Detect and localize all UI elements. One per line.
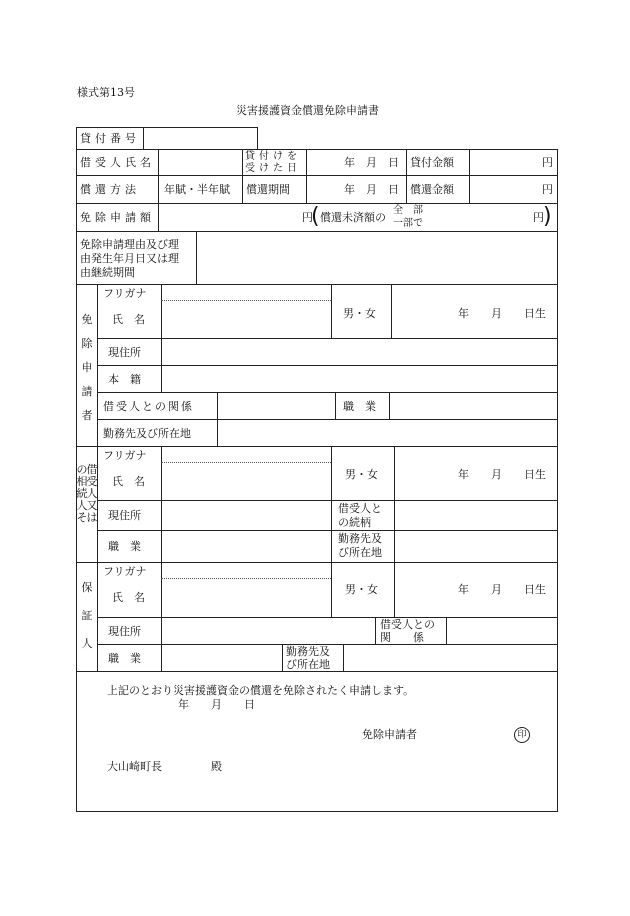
workplace-label-2: び所在地	[338, 546, 382, 559]
seal-icon: 印	[514, 727, 530, 743]
border	[375, 617, 376, 644]
applicant-side-label: 免除申請者	[81, 313, 93, 422]
all-label[interactable]: 全 部	[393, 205, 423, 216]
reason-label-1: 免除申請理由及び理	[80, 238, 179, 251]
repayment-method-label: 償還方法	[80, 183, 140, 196]
occupation-label: 職 業	[108, 652, 141, 665]
furigana-dotted-line	[161, 578, 331, 579]
form-title: 災害援護資金償還免除申請書	[236, 104, 379, 117]
furigana-label: フリガナ	[103, 449, 147, 462]
reason-label-3: 由継続期間	[80, 266, 135, 279]
gender-select[interactable]: 男・女	[345, 583, 378, 596]
workplace-label-2: び所在地	[286, 658, 330, 671]
workplace-label-1: 勤務先及	[286, 645, 330, 658]
statement: 上記のとおり災害援護資金の償還を免除されたく申請します。	[107, 684, 415, 697]
name-label: 氏 名	[112, 591, 145, 604]
name-label: 氏 名	[112, 475, 145, 488]
border	[76, 446, 557, 447]
border	[257, 127, 258, 150]
border	[282, 644, 283, 671]
yen-unit: 円	[533, 211, 544, 224]
address-label: 現住所	[108, 346, 141, 359]
loan-number-label: 貸付番号	[80, 132, 140, 145]
relation-label-1: 借受人との	[380, 618, 435, 631]
dob-label: 年 月 日生	[458, 307, 546, 320]
borrower-name-field[interactable]	[159, 150, 241, 174]
border	[394, 562, 395, 617]
border	[389, 392, 390, 419]
border	[76, 284, 557, 285]
exemption-amount-label: 免除申請額	[80, 211, 155, 224]
repayment-method-value[interactable]: 年賦・半年賦	[164, 183, 230, 196]
guarantor-address-field[interactable]	[162, 618, 374, 643]
heir-address-field[interactable]	[162, 501, 330, 529]
repayment-period-value[interactable]: 年 月 日	[344, 183, 399, 196]
reason-label-2: 由発生年月日又は理	[80, 252, 179, 265]
yen-unit: 円	[542, 156, 553, 169]
occupation-label: 職 業	[343, 400, 376, 413]
unpaid-prefix: 償還未済額の	[320, 211, 386, 224]
workplace-label: 勤務先及び所在地	[103, 427, 191, 440]
border	[76, 562, 557, 563]
relationship-label-1: 借受人と	[338, 502, 382, 515]
furigana-label: フリガナ	[103, 287, 147, 300]
applicant-address-field[interactable]	[162, 339, 556, 364]
relation-label-2: 関 係	[380, 631, 424, 644]
guarantor-side-label: 保証人	[81, 581, 93, 650]
workplace-label-1: 勤務先及	[338, 532, 382, 545]
border	[76, 175, 557, 176]
border	[469, 149, 470, 203]
border	[306, 149, 307, 203]
addressee: 大山崎町長	[107, 760, 162, 773]
applicant-workplace-field[interactable]	[218, 420, 556, 445]
border	[557, 149, 558, 811]
repaid-amount-label: 償還金額	[410, 183, 454, 196]
gender-select[interactable]: 男・女	[345, 468, 378, 481]
gender-select[interactable]: 男・女	[343, 307, 376, 320]
yen-unit: 円	[302, 211, 313, 224]
relationship-label-2: の続柄	[338, 516, 371, 529]
heir-name-field[interactable]	[162, 464, 330, 499]
heir-side-label-col1: 借受人又は	[86, 463, 98, 524]
furigana-dotted-line	[161, 300, 331, 301]
occupation-label: 職 業	[108, 540, 141, 553]
border	[76, 671, 557, 672]
left-paren: (	[311, 204, 320, 229]
border	[331, 284, 332, 338]
address-label: 現住所	[108, 625, 141, 638]
relation-label: 借受人との関係	[103, 400, 194, 413]
domicile-label: 本 籍	[108, 373, 141, 386]
partial-label[interactable]: 一部で	[393, 218, 423, 229]
heir-side-label-col2: の相続人そ	[76, 463, 88, 524]
right-paren: )	[543, 204, 552, 229]
border	[391, 284, 392, 338]
loan-date-label-1: 貸付けを	[245, 151, 301, 162]
honorific: 殿	[211, 760, 222, 773]
border	[76, 149, 557, 150]
border	[406, 149, 407, 203]
border	[76, 811, 558, 812]
form-number: 様式第13号	[77, 86, 135, 99]
reason-field[interactable]	[197, 232, 556, 283]
loan-amount-label: 貸付金額	[410, 156, 454, 169]
guarantor-name-field[interactable]	[162, 580, 330, 616]
applicant-name-field[interactable]	[162, 302, 330, 337]
loan-date-value[interactable]: 年 月 日	[344, 156, 399, 169]
border	[335, 392, 336, 419]
border	[242, 149, 243, 203]
loan-number-field[interactable]	[144, 128, 257, 149]
furigana-dotted-line	[161, 462, 331, 463]
loan-date-label-2: 受けた日	[245, 163, 301, 174]
border	[97, 392, 557, 393]
address-label: 現住所	[108, 509, 141, 522]
application-date[interactable]: 年 月 日	[178, 698, 255, 711]
border	[343, 644, 344, 671]
dob-label: 年 月 日生	[458, 583, 546, 596]
border	[331, 446, 332, 562]
border	[394, 446, 395, 562]
dob-label: 年 月 日生	[458, 468, 546, 481]
yen-unit: 円	[542, 183, 553, 196]
applicant-signature-label: 免除申請者	[362, 728, 417, 741]
applicant-domicile-field[interactable]	[162, 366, 556, 391]
border	[331, 562, 332, 617]
furigana-label: フリガナ	[103, 565, 147, 578]
border	[446, 617, 447, 644]
name-label: 氏 名	[112, 313, 145, 326]
borrower-name-label: 借受人氏名	[80, 156, 155, 169]
border	[97, 530, 557, 531]
repayment-period-label: 償還期間	[246, 183, 290, 196]
